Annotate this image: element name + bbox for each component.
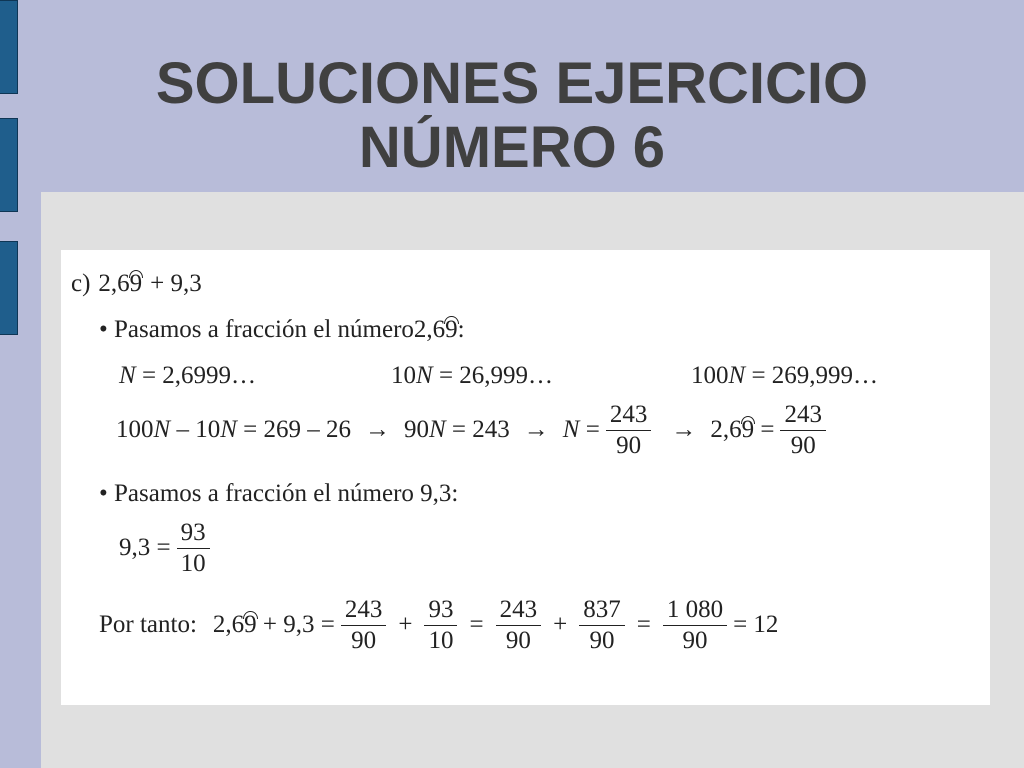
fraction: $\frac{93}{10}$ — [424, 597, 457, 654]
arrow-3: → — [671, 416, 697, 443]
fraction: $\frac{243}{90}$ — [341, 597, 387, 654]
bullet-1: • Pasamos a fracción el número 2,69 : — [99, 316, 465, 343]
bullet-2 — [99, 480, 458, 508]
periodic-number: 2,69 — [212, 611, 257, 638]
periodic-number: 2,69 — [98, 270, 143, 297]
solution-image — [61, 250, 990, 705]
fraction: $\frac{93}{10}$ — [177, 520, 210, 577]
bullet-1-text: • Pasamos a fracción el número — [99, 316, 414, 343]
expression-rest: + 9,3 — [150, 270, 202, 297]
periodic-number: 2,69 — [710, 416, 755, 443]
item-c — [71, 270, 202, 298]
arrow-2: → — [523, 416, 549, 443]
conversion-line: 9,3 = $\frac{93}{10}$ — [119, 518, 216, 578]
title-line-2: NÚMERO 6 — [358, 115, 666, 180]
slide-title — [60, 52, 964, 180]
title-line-1: SOLUCIONES EJERCICIO — [155, 51, 869, 116]
final-line: Por tanto: 2,69 + 9,3 = $\frac{243}{90}$ + $\frac{93}{10}$ = $\frac{243}{90}$ + $\frac{837}{90}$ = $\frac{1 080}{90}$ = 12 — [99, 595, 779, 654]
periodic-number: 2,69 — [413, 316, 458, 343]
slide-tab-3 — [0, 241, 18, 335]
fraction: $\frac{243}{90}$ — [780, 402, 826, 459]
fraction: $\frac{1 080}{90}$ — [663, 597, 727, 654]
equation-n: N = 2,6999… — [119, 362, 257, 389]
arrow-1: → — [364, 416, 390, 443]
slide-tab-2 — [0, 118, 18, 212]
final-result: = 12 — [733, 611, 779, 638]
equation-100n: 100 N = 269,999… — [691, 362, 879, 389]
derivation-line: 100 N – 10 N = 269 – 26 → 90 N = 243 → N = $\frac{243}{90}$ → 2,69 = $\frac{243}{90}$ — [116, 400, 832, 460]
slide-tab-1 — [0, 0, 18, 94]
final-label: Por tanto: — [99, 611, 197, 638]
fraction: $\frac{243}{90}$ — [606, 402, 652, 459]
fraction: $\frac{243}{90}$ — [496, 597, 542, 654]
bullet-2-text: • Pasamos a fracción el número 9,3: — [99, 480, 459, 507]
fraction: $\frac{837}{90}$ — [579, 597, 625, 654]
equation-10n: 10 N = 26,999… — [391, 362, 554, 389]
item-label: c) — [71, 270, 91, 297]
